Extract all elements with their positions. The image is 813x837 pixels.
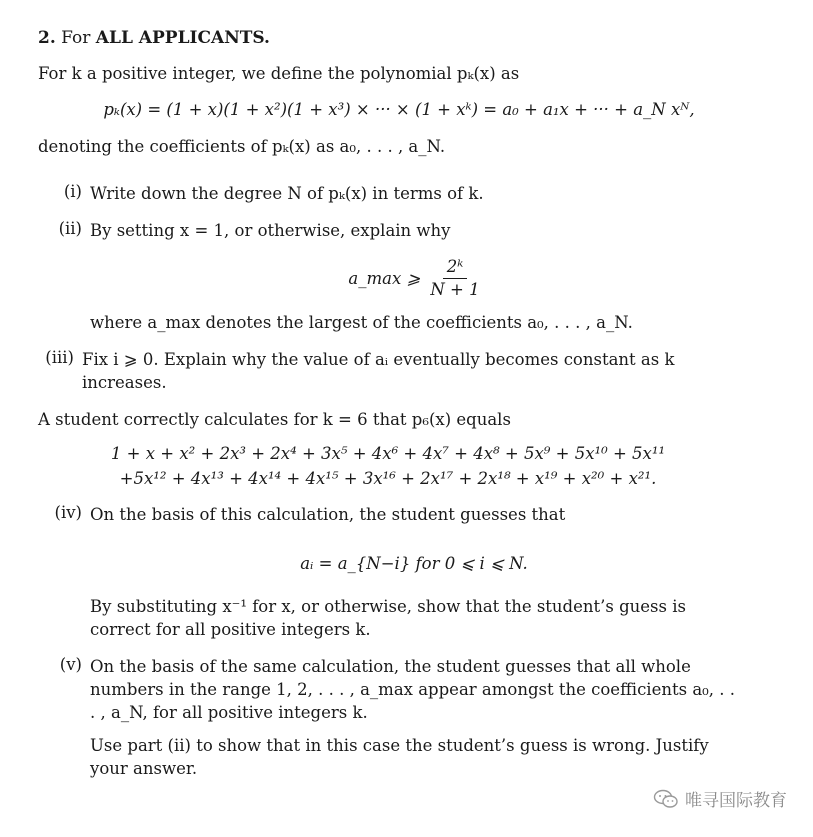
part-text: On the basis of this calculation, the student guesses that <box>90 505 566 524</box>
coefficient-line: denoting the coefficients of pₖ(x) as a₀, . . . , a_N. <box>38 137 446 156</box>
part-label: (i) <box>63 182 82 201</box>
student-line: A student correctly calculates for k = 6 that p₆(x) equals <box>38 410 511 429</box>
polynomial-definition: pₖ(x) = (1 + x)(1 + x²)(1 + x³) × ··· × (1 + xᵏ) = a₀ + a₁x + ··· + a_N xᴺ, <box>103 100 695 119</box>
inequality-lhs: a_max ⩾ <box>348 269 421 288</box>
question-document <box>38 28 738 780</box>
header-title: ALL APPLICANTS. <box>95 28 270 48</box>
part-ii <box>38 219 738 334</box>
part-label: (ii) <box>58 219 82 238</box>
student-guess-equation: aᵢ = a_{N−i} for 0 ⩽ i ⩽ N. <box>300 554 528 573</box>
part-label: (v) <box>59 655 82 674</box>
intro-line: For k a positive integer, we define the polynomial pₖ(x) as <box>38 64 520 83</box>
p6-expansion <box>38 441 738 491</box>
fraction-denominator: N + 1 <box>430 280 480 299</box>
question-header <box>38 28 738 48</box>
part-label: (iii) <box>45 348 74 367</box>
fraction <box>430 256 479 301</box>
part-text: On the basis of the same calculation, the student guesses that all whole numbers in the range 1, 2, . . . , a_max appear amongst the coefficients a₀, . . . , a_N, for all positive integers k. <box>90 657 735 722</box>
header-prefix: For <box>61 28 91 48</box>
p6-line-1: 1 + x + x² + 2x³ + 2x⁴ + 3x⁵ + 4x⁶ + 4x⁷ + 4x⁸ + 5x⁹ + 5x¹⁰ + 5x¹¹ <box>110 444 666 463</box>
part-text: Write down the degree N of pₖ(x) in terms of k. <box>90 184 484 203</box>
part-iv <box>38 503 738 641</box>
part-followup: By substituting x⁻¹ for x, or otherwise, show that the student’s guess is correct for all positive integers k. <box>90 597 686 639</box>
part-followup: Use part (ii) to show that in this case the student’s guess is wrong. Justify your answer. <box>90 736 709 778</box>
fraction-numerator: 2ᵏ <box>443 256 468 279</box>
wechat-icon <box>653 789 679 809</box>
part-text: By setting x = 1, or otherwise, explain why <box>90 221 451 240</box>
part-i <box>38 182 738 205</box>
p6-line-2: +5x¹² + 4x¹³ + 4x¹⁴ + 4x¹⁵ + 3x¹⁶ + 2x¹⁷ + 2x¹⁸ + x¹⁹ + x²⁰ + x²¹. <box>119 469 657 488</box>
part-label: (iv) <box>54 503 82 522</box>
watermark-text: 唯寻国际教育 <box>685 791 787 811</box>
amax-inequality <box>90 256 738 301</box>
watermark <box>653 786 787 811</box>
part-iii <box>30 348 738 394</box>
part-v <box>38 655 738 780</box>
part-text: Fix i ⩾ 0. Explain why the value of aᵢ eventually becomes constant as k increases. <box>82 350 675 392</box>
question-number: 2. <box>38 28 56 48</box>
part-followup: where a_max denotes the largest of the coefficients a₀, . . . , a_N. <box>90 313 633 332</box>
